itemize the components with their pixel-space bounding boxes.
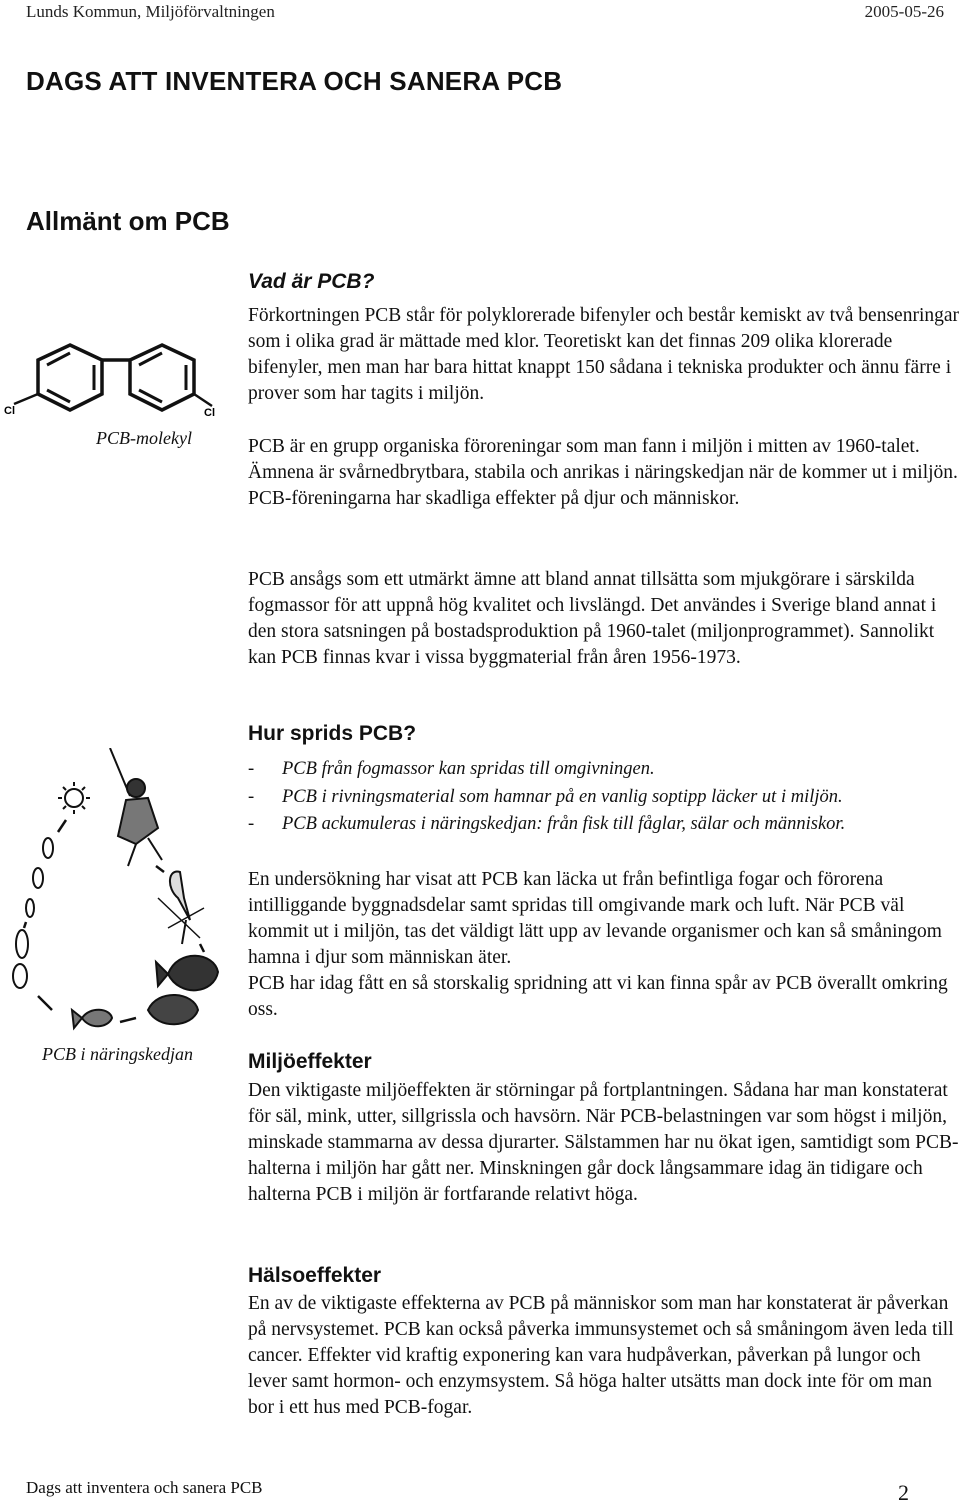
paragraph-sprids-1: En undersökning har visat att PCB kan läcka ut från befintliga fogar och förorena intilliggande byggnadsdelar samt spridas till omgivande mark och luft. När PCB väl kommit ut i miljön, tas det väldigt lätt upp av levande organismer och kan så småningom hamna i djur som människan äter. bbox=[248, 869, 942, 968]
paragraph-miljo: Den viktigaste miljöeffekten är störningar på fortplantningen. Sådana har man konstaterat för säl, mink, utter, sillgrissla och havsörn. När PCB-belastningen var som högst i miljön, minskade stammarna av dessa djurarter. Sälstammen har nu ökat igen, samtidigt som PCB-halterna i miljön har gått ner. Minskningen går dock långsammare idag än tidigare och halterna PCB i miljön är fortfarande relativt höga. bbox=[248, 1080, 959, 1205]
chlorine-label-right: Cl bbox=[204, 407, 215, 419]
page-number: 2 bbox=[898, 1480, 909, 1505]
pcb-molecule-figure bbox=[0, 330, 232, 420]
running-header-left: Lunds Kommun, Miljöförvaltningen bbox=[26, 2, 275, 21]
food-chain-caption: PCB i näringskedjan bbox=[42, 1044, 193, 1064]
chlorine-label-left: Cl bbox=[4, 405, 15, 417]
cycle-arrows bbox=[24, 820, 204, 1022]
paragraph-halso: En av de viktigaste effekterna av PCB på människor som man har konstaterat är påverkan på nervsystemet. PCB kan också påverka immunsystemet och så småningom även leda till cancer. Effekter vid kraftig exponering kan vara hudpåverkan, påverkan på lungor och lever samt hormon- och enzymsystem. Så höga halter utsätts man dock inte för om man bor i ett hus med PCB-fogar. bbox=[248, 1293, 954, 1418]
plankton-icon bbox=[26, 838, 53, 917]
list-item: - PCB i rivningsmaterial som hamnar på en vanlig soptipp läcker ut i miljön. bbox=[248, 786, 843, 807]
running-footer: Dags att inventera och sanera PCB bbox=[26, 1478, 263, 1497]
sun-icon bbox=[58, 782, 90, 814]
spread-bullet-list bbox=[248, 756, 960, 839]
benzene-ring-right bbox=[130, 345, 194, 410]
paragraph-sprids-2: PCB har idag fått en så storskalig spridning att vi kan finna spår av PCB överallt omkring oss. bbox=[248, 973, 948, 1020]
food-chain-illustration bbox=[8, 748, 230, 1038]
bird-icon bbox=[158, 871, 204, 944]
human-fisherman-icon bbox=[110, 748, 162, 866]
subheading-halsoeffekter: Hälsoeffekter bbox=[248, 1264, 382, 1287]
subheading-miljoeffekter: Miljöeffekter bbox=[248, 1050, 372, 1073]
list-item: - PCB ackumuleras i näringskedjan: från fisk till fåglar, sälar och människor. bbox=[248, 814, 846, 834]
subheading-hur-sprids: Hur sprids PCB? bbox=[248, 722, 417, 745]
large-fish-icon bbox=[156, 956, 218, 991]
small-fish-icon bbox=[72, 1010, 112, 1028]
running-header-date: 2005-05-26 bbox=[864, 2, 944, 21]
list-item: - PCB från fogmassor kan spridas till omgivningen. bbox=[248, 759, 655, 779]
section-heading: Allmänt om PCB bbox=[26, 206, 230, 236]
subheading-vad-ar-pcb: Vad är PCB? bbox=[248, 270, 375, 293]
copepod-icon bbox=[13, 930, 28, 988]
document-title: DAGS ATT INVENTERA OCH SANERA PCB bbox=[26, 66, 563, 96]
benzene-ring-left bbox=[38, 345, 102, 410]
paragraph-vad-3: PCB ansågs som ett utmärkt ämne att bland annat tillsätta som mjukgörare i särskilda fogmassor för att uppnå hög kvalitet och livslängd. Det användes i Sverige bland annat i den stora satsningen på bostadsproduktion på 1960-talet (miljonprogrammet). Sannolikt kan PCB finnas kvar i vissa byggmaterial från åren 1956-1973. bbox=[248, 569, 937, 668]
paragraph-vad-1: Förkortningen PCB står för polyklorerade bifenyler och består kemiskt av två bensenringar som i olika grad är mättade med klor. Teoretiskt kan det finnas 209 olika klorerade bifenyler, men man har bara hittat knappt 150 sådana i tekniska produkter och ännu färre i prover som har tagits i miljön. bbox=[248, 305, 960, 404]
paragraph-vad-2: PCB är en grupp organiska föroreningar som man fann i miljön i mitten av 1960-talet. Ämnena är svårnedbrytbara, stabila och anrikas i näringskedjan när de kommer ut i miljön. PCB-föreningarna har skadliga effekter på djur och människor. bbox=[248, 436, 958, 509]
molecule-caption: PCB-molekyl bbox=[96, 428, 192, 448]
medium-fish-icon bbox=[148, 995, 198, 1024]
